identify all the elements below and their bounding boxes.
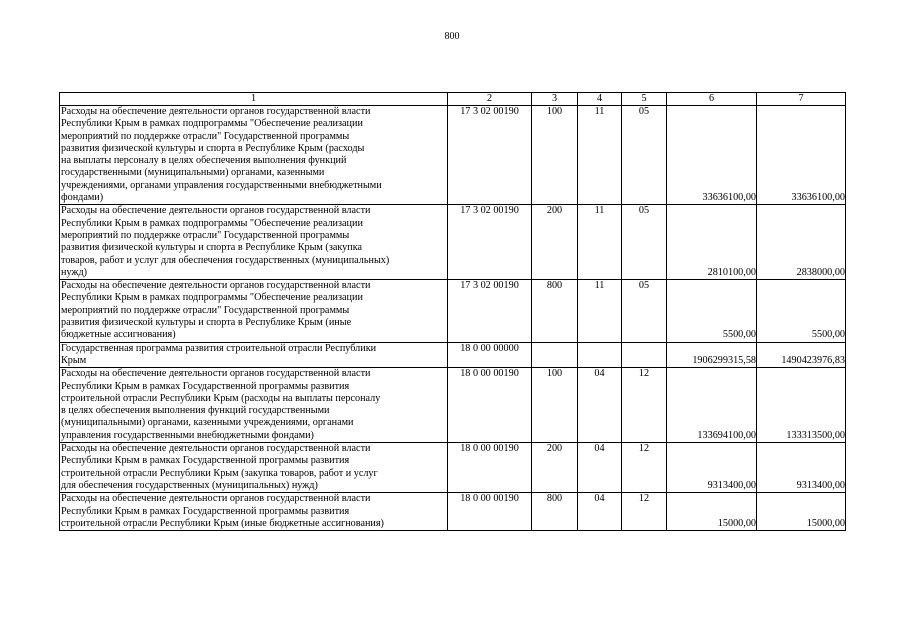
subsection-cell: 05 xyxy=(622,205,667,280)
section-cell: 11 xyxy=(578,106,622,205)
amount-cell-col6: 2810100,00 xyxy=(667,205,757,280)
description-cell: Расходы на обеспечение деятельности органов государственной власти Республики Крым в рамках Государственной программы развития строительной отрасли Республики Крым (закупка товаров, работ и услуг для обеспечения государственных (муниципальных) нужд) xyxy=(60,443,448,493)
table-row xyxy=(60,106,846,205)
description-cell: Расходы на обеспечение деятельности органов государственной власти Республики Крым в рамках подпрограммы "Обеспечение реализации мероприятий по поддержке отрасли" Государственной программы развития физической культуры и спорта в Республике Крым (закупка товаров, работ и услуг для обеспечения государственных (муниципальных) нужд) xyxy=(60,205,448,280)
target-code-cell: 18 0 00 00190 xyxy=(448,368,532,443)
header-cell: 3 xyxy=(532,93,578,106)
subsection-cell: 05 xyxy=(622,106,667,205)
target-code-cell: 18 0 00 00000 xyxy=(448,342,532,368)
expense-type-cell: 100 xyxy=(532,368,578,443)
header-cell: 1 xyxy=(60,93,448,106)
header-cell: 7 xyxy=(757,93,846,106)
amount-cell-col6: 1906299315,58 xyxy=(667,342,757,368)
description-cell: Расходы на обеспечение деятельности органов государственной власти Республики Крым в рамках Государственной программы развития строительной отрасли Республики Крым (расходы на выплаты персоналу в целях обеспечения выполнения функций государственными (муниципальными) органами, казенными учреждениями, органами управления государственными внебюджетными фондами) xyxy=(60,368,448,443)
header-cell: 5 xyxy=(622,93,667,106)
description-cell: Расходы на обеспечение деятельности органов государственной власти Республики Крым в рамках Государственной программы развития строительной отрасли Республики Крым (иные бюджетные ассигнования) xyxy=(60,493,448,531)
header-cell: 6 xyxy=(667,93,757,106)
target-code-cell: 18 0 00 00190 xyxy=(448,493,532,531)
amount-cell-col7: 15000,00 xyxy=(757,493,846,531)
section-cell: 04 xyxy=(578,443,622,493)
description-cell: Расходы на обеспечение деятельности органов государственной власти Республики Крым в рамках подпрограммы "Обеспечение реализации мероприятий по поддержке отрасли" Государственной программы развития физической культуры и спорта в Республике Крым (расходы на выплаты персоналу в целях обеспечения выполнения функций государственными (муниципальными) органами, казенными учреждениями, органами управления государственными внебюджетными фондами) xyxy=(60,106,448,205)
subsection-cell: 12 xyxy=(622,368,667,443)
subsection-cell: 12 xyxy=(622,443,667,493)
amount-cell-col6: 9313400,00 xyxy=(667,443,757,493)
expense-type-cell: 200 xyxy=(532,205,578,280)
expense-type-cell xyxy=(532,342,578,368)
section-cell: 11 xyxy=(578,280,622,342)
header-cell: 2 xyxy=(448,93,532,106)
amount-cell-col7: 1490423976,83 xyxy=(757,342,846,368)
section-cell: 04 xyxy=(578,368,622,443)
table-row xyxy=(60,205,846,280)
amount-cell-col6: 15000,00 xyxy=(667,493,757,531)
amount-cell-col6: 33636100,00 xyxy=(667,106,757,205)
table-header-row xyxy=(60,93,846,106)
target-code-cell: 17 3 02 00190 xyxy=(448,106,532,205)
amount-cell-col6: 133694100,00 xyxy=(667,368,757,443)
table-row xyxy=(60,342,846,368)
expense-type-cell: 800 xyxy=(532,280,578,342)
budget-table xyxy=(59,92,846,531)
table-row xyxy=(60,280,846,342)
amount-cell-col7: 2838000,00 xyxy=(757,205,846,280)
target-code-cell: 17 3 02 00190 xyxy=(448,280,532,342)
amount-cell-col7: 5500,00 xyxy=(757,280,846,342)
target-code-cell: 18 0 00 00190 xyxy=(448,443,532,493)
description-cell: Расходы на обеспечение деятельности органов государственной власти Республики Крым в рамках подпрограммы "Обеспечение реализации мероприятий по поддержке отрасли" Государственной программы развития физической культуры и спорта в Республике Крым (иные бюджетные ассигнования) xyxy=(60,280,448,342)
subsection-cell: 05 xyxy=(622,280,667,342)
page-number: 800 xyxy=(444,31,460,42)
amount-cell-col7: 9313400,00 xyxy=(757,443,846,493)
target-code-cell: 17 3 02 00190 xyxy=(448,205,532,280)
subsection-cell: 12 xyxy=(622,493,667,531)
description-cell: Государственная программа развития строительной отрасли Республики Крым xyxy=(60,342,448,368)
header-cell: 4 xyxy=(578,93,622,106)
expense-type-cell: 800 xyxy=(532,493,578,531)
expense-type-cell: 100 xyxy=(532,106,578,205)
table-row xyxy=(60,493,846,531)
table-row xyxy=(60,368,846,443)
amount-cell-col7: 133313500,00 xyxy=(757,368,846,443)
section-cell: 04 xyxy=(578,493,622,531)
subsection-cell xyxy=(622,342,667,368)
amount-cell-col7: 33636100,00 xyxy=(757,106,846,205)
table-row xyxy=(60,443,846,493)
section-cell xyxy=(578,342,622,368)
amount-cell-col6: 5500,00 xyxy=(667,280,757,342)
section-cell: 11 xyxy=(578,205,622,280)
expense-type-cell: 200 xyxy=(532,443,578,493)
